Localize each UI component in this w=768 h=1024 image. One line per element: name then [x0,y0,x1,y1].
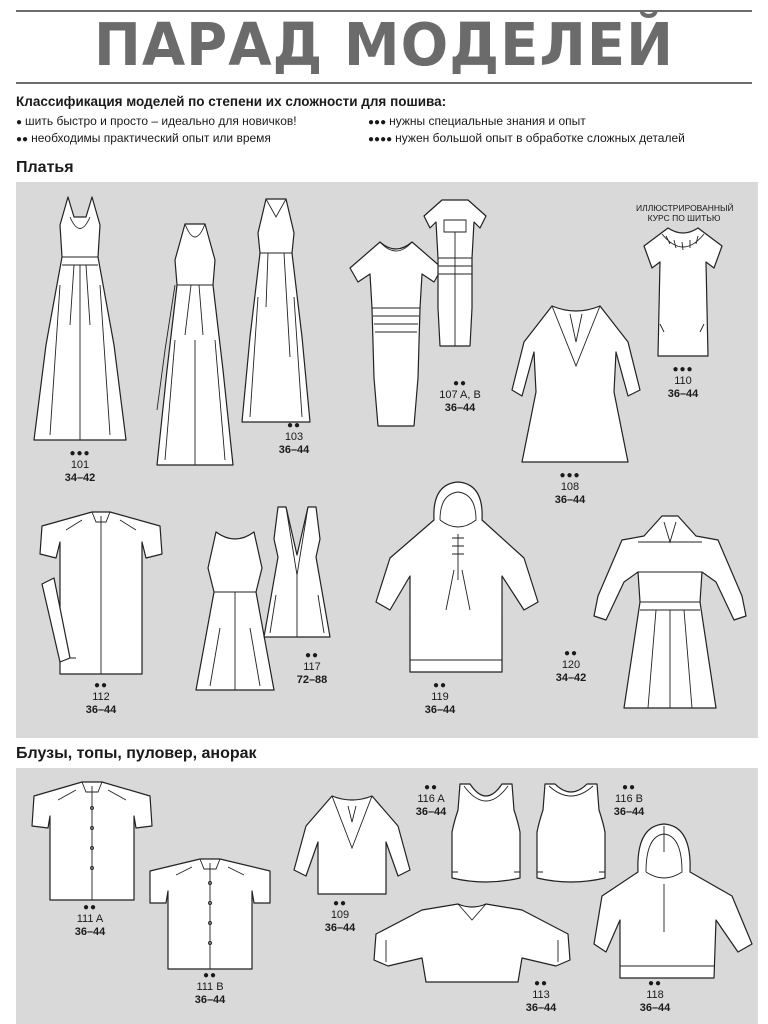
legend-text: нужен большой опыт в обработке сложных деталей [395,131,685,145]
difficulty-dots: ●● [432,680,448,691]
model-number: 110 [674,375,692,387]
difficulty-dots: ●● [621,782,637,793]
sketch-model-108[interactable] [510,302,642,466]
model-sizes: 34–42 [555,672,587,684]
model-sizes: 36–44 [194,994,226,1006]
model-number: 101 [70,459,90,471]
model-sizes: 36–44 [554,494,586,506]
model-number: 117 [303,661,321,673]
sketch-model-111b[interactable] [146,855,274,973]
section-title-dresses: Платья [16,159,74,176]
sketch-model-119[interactable] [374,480,540,676]
model-label-109 [305,898,375,935]
sketch-model-112[interactable] [36,508,166,678]
difficulty-dots: ●● [93,680,109,691]
model-sizes: 36–44 [639,1002,671,1014]
sketch-model-111a[interactable] [28,778,156,906]
model-sizes: 36–44 [278,444,310,456]
difficulty-dots: ●● [423,782,439,793]
sketch-model-113[interactable] [372,900,572,986]
model-number: 113 [532,989,550,1001]
legend-item-3 [368,114,586,130]
model-label-101 [45,448,115,485]
model-number: 120 [561,659,581,671]
sketch-model-110[interactable] [640,224,726,360]
model-sizes: 36–44 [525,1002,557,1014]
model-label-108 [535,470,605,507]
difficulty-dots: ●●● [672,364,694,375]
model-label-117 [277,650,347,687]
title-underline [16,82,752,84]
model-sizes: 36–44 [415,806,447,818]
model-label-107 [425,378,495,415]
model-sizes: 34–42 [64,472,96,484]
difficulty-dots: ●●● [559,470,581,481]
model-number: 119 [431,691,449,703]
model-label-111b [175,970,245,1007]
model-number: 116 B [615,793,643,805]
model-sizes: 36–44 [444,402,476,414]
difficulty-dots: ●● [332,898,348,909]
model-label-112 [66,680,136,717]
model-label-120 [536,648,606,685]
sketch-model-120[interactable] [592,512,748,712]
model-number: 107 A, B [439,389,481,401]
page-title: ПАРАД МОДЕЛЕЙ [93,11,675,80]
model-sizes: 36–44 [613,806,645,818]
legend-item-2 [16,131,271,147]
difficulty-dots: ●● [286,420,302,431]
model-sizes: 36–44 [74,926,106,938]
model-number: 109 [330,909,350,921]
model-label-116b [594,782,664,819]
model-number: 112 [92,691,110,703]
legend-text: шить быстро и просто – идеально для новичков! [25,114,297,128]
sketch-model-117-back[interactable] [262,505,332,641]
difficulty-dots: ●● [563,648,579,659]
model-label-103 [259,420,329,457]
model-sizes: 72–88 [296,674,328,686]
difficulty-dots: ●●● [69,448,91,459]
sketch-model-109[interactable] [292,792,412,898]
difficulty-dots: ●●● [368,117,387,128]
model-number: 116 A [417,793,445,805]
sketch-model-107b[interactable] [420,198,490,348]
legend-item-1 [16,114,297,130]
model-number: 108 [560,481,580,493]
model-sizes: 36–44 [85,704,117,716]
difficulty-dots: ●● [202,970,218,981]
course-note: ИЛЛЮСТРИРОВАННЫЙ КУРС ПО ШИТЬЮ [636,203,734,223]
model-label-119 [405,680,475,717]
legend-heading: Классификация моделей по степени их сложности для пошива: [16,94,447,109]
legend-text: нужны специальные знания и опыт [389,114,586,128]
difficulty-dots: ●●●● [368,134,393,145]
model-label-111a [55,902,125,939]
difficulty-dots: ●● [452,378,468,389]
difficulty-dots: ●● [647,978,663,989]
legend-item-4 [368,131,685,147]
difficulty-dots: ●● [16,134,29,145]
legend-text: необходимы практический опыт или время [31,131,271,145]
difficulty-dots: ●● [82,902,98,913]
model-sizes: 36–44 [324,922,356,934]
sketch-model-103-front[interactable] [155,220,235,468]
sketch-model-118[interactable] [592,822,754,982]
model-label-110 [648,364,718,401]
model-number: 111 B [196,981,224,993]
sketch-model-101[interactable] [30,195,130,445]
sketch-model-103-back[interactable] [240,197,312,427]
model-number: 118 [646,989,664,1001]
model-number: 111 A [76,913,104,925]
difficulty-dots: ●● [304,650,320,661]
model-sizes: 36–44 [424,704,456,716]
difficulty-dots: ●● [533,978,549,989]
model-sizes: 36–44 [667,388,699,400]
model-label-116a [396,782,466,819]
model-label-118 [620,978,690,1015]
model-label-113 [506,978,576,1015]
model-number: 103 [284,431,304,443]
difficulty-dots: ● [16,117,23,128]
section-title-blouses: Блузы, топы, пуловер, анорак [16,745,257,762]
